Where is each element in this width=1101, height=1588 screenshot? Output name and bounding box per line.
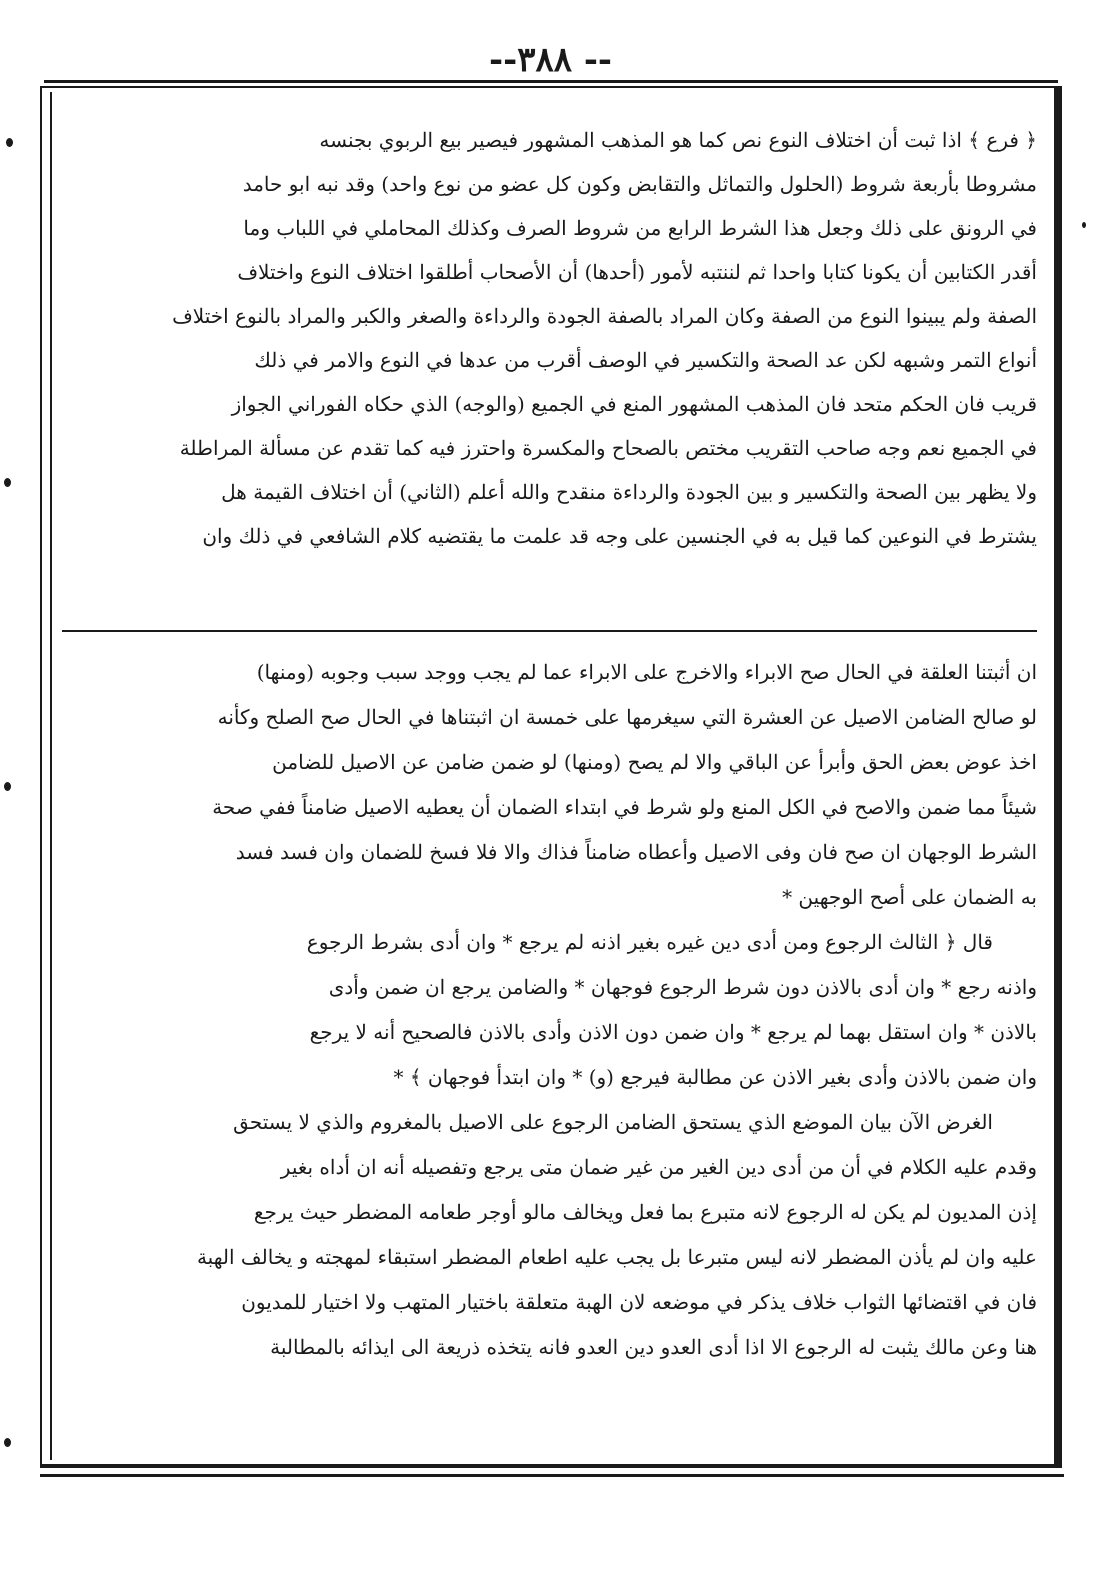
text-line: الشرط الوجهان ان صح فان وفى الاصيل وأعطاه ضامناً فذاك والا فلا فسخ للضمان وان فسد فسد — [235, 840, 1037, 864]
text-line: فان في اقتضائها الثواب خلاف يذكر في موضعه لان الهبة متعلقة باختيار المتهب ولا اختيار للمديون — [241, 1290, 1037, 1314]
text-line: أنواع التمر وشبهه لكن عد الصحة والتكسير في الوصف أقرب من عدها في النوع والامر في ذلك — [254, 348, 1037, 372]
margin-hole — [6, 138, 13, 147]
text-line: في الرونق على ذلك وجعل هذا الشرط الرابع من شروط الصرف وكذلك المحاملي في اللباب وما — [243, 216, 1037, 240]
text-line: الغرض الآن بيان الموضع الذي يستحق الضامن الرجوع على الاصيل بالمغروم والذي لا يستحق — [233, 1110, 993, 1134]
text-line: إذن المديون لم يكن له الرجوع لانه متبرع بما فعل ويخالف مالو أوجر طعامه المضطر حيث يرجع — [253, 1200, 1037, 1224]
margin-hole — [4, 782, 11, 791]
text-line: بالاذن * وان استقل بهما لم يرجع * وان ضمن دون الاذن وأدى بالاذن فالصحيح أنه لا يرجع — [309, 1020, 1037, 1044]
text-line: واذنه رجع * وان أدى بالاذن دون شرط الرجوع فوجهان * والضامن يرجع ان ضمن وأدى — [328, 975, 1037, 999]
text-line: وقدم عليه الكلام في أن من أدى دين الغير من غير ضمان متى يرجع وتفصيله أنه ان أداه بغير — [280, 1155, 1037, 1179]
section-divider — [62, 630, 1037, 632]
text-line: قال ﴿ الثالث الرجوع ومن أدى دين غيره بغير اذنه لم يرجع * وان أدى بشرط الرجوع — [306, 930, 993, 954]
text-line: به الضمان على أصح الوجهين * — [782, 885, 1037, 909]
margin-hole — [1082, 222, 1086, 228]
text-line: أقدر الكتابين أن يكونا كتابا واحدا ثم لننتبه لأمور (أحدها) أن الأصحاب أطلقوا اختلاف النوع واختلاف — [237, 260, 1037, 284]
frame-top-rule — [44, 80, 1058, 83]
frame-bottom-rule — [40, 1474, 1064, 1477]
margin-hole — [4, 1438, 11, 1447]
page-number: --٣٨٨ -- — [488, 40, 613, 80]
text-line: عليه وان لم يأذن المضطر لانه ليس متبرعا بل يجب عليه اطعام المضطر استبقاء لمهجته و يخالف الهبة — [196, 1245, 1037, 1269]
text-line: الصفة ولم يبينوا النوع من الصفة وكان المراد بالصفة الجودة والرداءة والصغر والكبر والمراد بالنوع اختلاف — [172, 304, 1037, 328]
text-line: هنا وعن مالك يثبت له الرجوع الا اذا أدى العدو دين العدو فانه يتخذه ذريعة الى ايذائه بالمطالبة — [270, 1335, 1037, 1359]
text-line: يشترط في النوعين كما قيل به في الجنسين على وجه قد علمت ما يقتضيه كلام الشافعي في ذلك وان — [202, 524, 1037, 548]
text-line: وان ضمن بالاذن وأدى بغير الاذن عن مطالبة فيرجع (و) * وان ابتدأ فوجهان ﴾ * — [393, 1065, 1037, 1089]
text-line: مشروطا بأربعة شروط (الحلول والتماثل والتقابض وكون كل عضو من نوع واحد) وقد نبه ابو حامد — [242, 172, 1037, 196]
text-line: قريب فان الحكم متحد فان المذهب المشهور المنع في الجميع (والوجه) الذي حكاه الفوراني الجواز — [231, 392, 1037, 416]
text-line: ان أثبتنا العلقة في الحال صح الابراء والاخرج على الابراء عما لم يجب ووجد سبب وجوبه (ومنها) — [256, 660, 1037, 684]
text-line: اخذ عوض بعض الحق وأبرأ عن الباقي والا لم يصح (ومنها) لو ضمن ضامن عن الاصيل للضامن — [272, 750, 1037, 774]
commentary-lower-section — [62, 650, 1037, 1370]
text-line: لو صالح الضامن الاصيل عن العشرة التي سيغرمها على خمسة ان اثبتناها في الحال صح الصلح وكأنه — [217, 705, 1037, 729]
margin-hole — [4, 478, 11, 487]
text-line: في الجميع نعم وجه صاحب التقريب مختص بالصحاح والمكسرة واحترز فيه كما تقدم عن مسألة المراطلة — [179, 436, 1037, 460]
frame-inner-left-rule — [50, 92, 52, 1460]
commentary-upper-section — [62, 118, 1037, 558]
text-line: ﴿ فرع ﴾ اذا ثبت أن اختلاف النوع نص كما هو المذهب المشهور فيصير بيع الربوي بجنسه — [319, 128, 1037, 152]
text-line: ولا يظهر بين الصحة والتكسير و بين الجودة والرداءة منقدح والله أعلم (الثاني) أن اختلاف القيمة هل — [221, 480, 1037, 504]
text-line: شيئاً مما ضمن والاصح في الكل المنع ولو شرط في ابتداء الضمان أن يعطيه الاصيل ضامناً ففي صحة — [212, 795, 1037, 819]
